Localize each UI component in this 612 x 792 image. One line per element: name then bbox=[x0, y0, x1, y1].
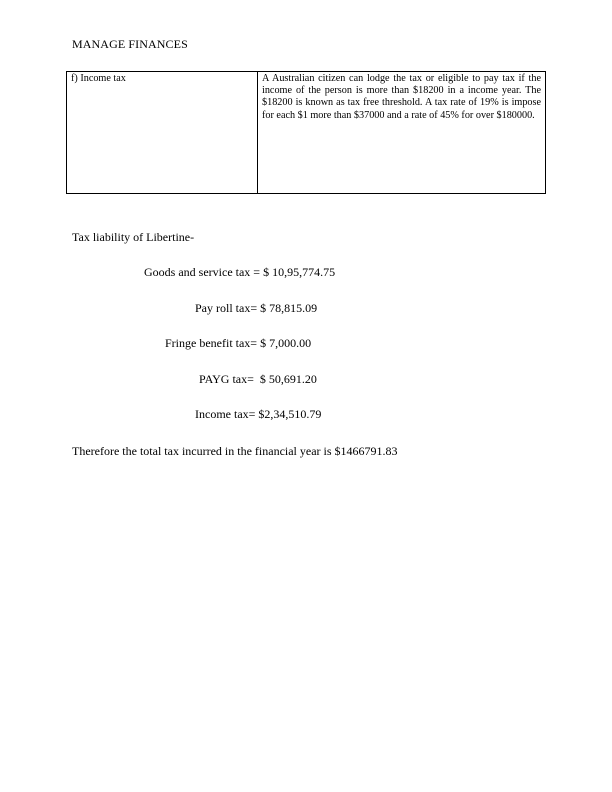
payg-text: PAYG tax= $ 50,691.20 bbox=[199, 372, 317, 386]
income-tax-text: Income tax= $2,34,510.79 bbox=[195, 407, 322, 421]
gst-text: Goods and service tax = $ 10,95,774.75 bbox=[144, 265, 336, 279]
table-cell-label: f) Income tax bbox=[67, 72, 258, 194]
table-row bbox=[67, 72, 546, 194]
fringe-benefit-text: Fringe benefit tax= $ 7,000.00 bbox=[165, 336, 312, 350]
total-tax-statement: Therefore the total tax incurred in the financial year is $1466791.83 bbox=[72, 444, 398, 458]
income-tax-table bbox=[66, 71, 546, 194]
payroll-text: Pay roll tax= $ 78,815.09 bbox=[195, 301, 318, 315]
tax-liability-heading: Tax liability of Libertine- bbox=[72, 230, 195, 244]
table-cell-description: A Australian citizen can lodge the tax or eligible to pay tax if the income of the person is more than $18200 in a income year. The $18200 is known as tax free threshold. A tax rate of 19% is impose for each $1 more than $37000 and a rate of 45% for over $180000. bbox=[258, 72, 546, 194]
document-header-title: MANAGE FINANCES bbox=[72, 37, 188, 51]
